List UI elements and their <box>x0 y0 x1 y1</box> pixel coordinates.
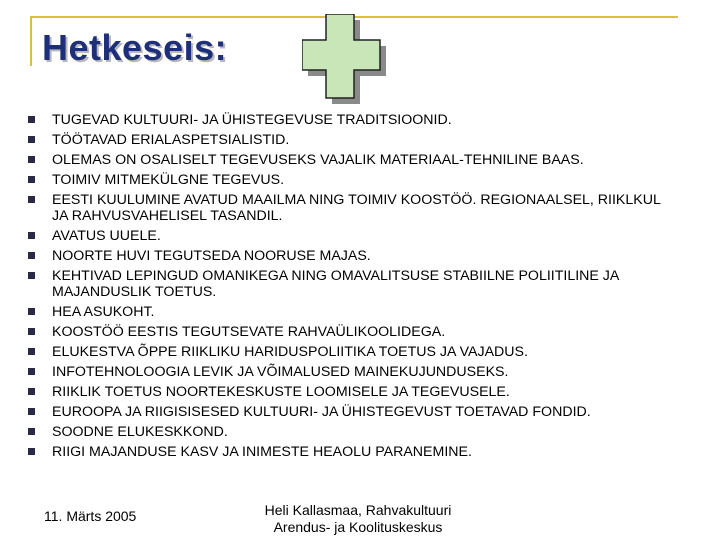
list-item <box>28 152 678 168</box>
list-item <box>28 404 678 420</box>
square-bullet-icon <box>28 348 35 355</box>
title-frame-left-line <box>30 16 32 66</box>
list-item <box>28 364 678 380</box>
list-item <box>28 248 678 264</box>
square-bullet-icon <box>28 136 35 143</box>
square-bullet-icon <box>28 252 35 259</box>
list-item-text: TÖÖTAVAD ERIALASPETSIALISTID. <box>52 132 290 148</box>
square-bullet-icon <box>28 232 35 239</box>
square-bullet-icon <box>28 116 35 123</box>
list-item <box>28 172 678 188</box>
square-bullet-icon <box>28 196 35 203</box>
square-bullet-icon <box>28 388 35 395</box>
list-item-text: KEHTIVAD LEPINGUD OMANIKEGA NING OMAVALITSUSE STABIILNE POLIITILINE JA MAJANDUSLIK TOETUS. <box>52 268 619 301</box>
square-bullet-icon <box>28 408 35 415</box>
list-item <box>28 112 678 128</box>
list-item-text: NOORTE HUVI TEGUTSEDA NOORUSE MAJAS. <box>52 248 371 265</box>
square-bullet-icon <box>28 428 35 435</box>
list-item-text: EUROOPA JA RIIGISISESED KULTUURI- JA ÜHISTEGEVUST TOETAVAD FONDID. <box>52 404 591 421</box>
square-bullet-icon <box>28 448 35 455</box>
green-cross-icon <box>302 14 386 104</box>
list-item <box>28 424 678 440</box>
square-bullet-icon <box>28 156 35 163</box>
square-bullet-icon <box>28 176 35 183</box>
list-item-text: RIIKLIK TOETUS NOORTEKESKUSTE LOOMISELE JA TEGEVUSELE. <box>52 384 510 401</box>
list-item <box>28 132 678 148</box>
list-item <box>28 192 678 224</box>
square-bullet-icon <box>28 308 35 315</box>
list-item-text: KOOSTÖÖ EESTIS TEGUTSEVATE RAHVAÜLIKOOLIDEGA. <box>52 324 446 341</box>
list-item-text: SOODNE ELUKESKKOND. <box>52 424 228 441</box>
list-item <box>28 344 678 360</box>
list-item-text: ELUKESTVA ÕPPE RIIKLIKU HARIDUSPOLIITIKA TOETUS JA VAJADUS. <box>52 344 528 361</box>
list-item-text: TUGEVAD KULTUURI- JA ÜHISTEGEVUSE TRADITSIOONID. <box>52 112 452 128</box>
list-item <box>28 304 678 320</box>
list-item-text: RIIGI MAJANDUSE KASV JA INIMESTE HEAOLU PARANEMINE. <box>52 444 472 461</box>
footer-author <box>238 502 478 536</box>
list-item <box>28 268 678 300</box>
list-item-text: INFOTEHNOLOOGIA LEVIK JA VÕIMALUSED MAINEKUJUNDUSEKS. <box>52 364 509 381</box>
list-item <box>28 228 678 244</box>
list-item-text: HEA ASUKOHT. <box>52 304 155 321</box>
list-item-text: OLEMAS ON OSALISELT TEGEVUSEKS VAJALIK MATERIAAL-TEHNILINE BAAS. <box>52 152 584 168</box>
list-item <box>28 384 678 400</box>
footer-date: 11. Märts 2005 <box>44 508 137 524</box>
footer-author-line1: Heli Kallasmaa, Rahvakultuuri <box>264 502 452 518</box>
list-item-text: TOIMIV MITMEKÜLGNE TEGEVUS. <box>52 172 285 188</box>
bullet-list <box>28 112 678 464</box>
square-bullet-icon <box>28 272 35 279</box>
square-bullet-icon <box>28 368 35 375</box>
list-item <box>28 444 678 460</box>
slide-title: Hetkeseis: <box>42 27 228 68</box>
square-bullet-icon <box>28 328 35 335</box>
list-item <box>28 324 678 340</box>
list-item-text: EESTI KUULUMINE AVATUD MAAILMA NING TOIMIV KOOSTÖÖ. REGIONAALSEL, RIIKLKUL JA RAHVUSVAHELISEL TASANDIL. <box>52 192 661 225</box>
list-item-text: AVATUS UUELE. <box>52 228 161 245</box>
footer-author-line2: Arendus- ja Koolituskeskus <box>273 519 443 535</box>
